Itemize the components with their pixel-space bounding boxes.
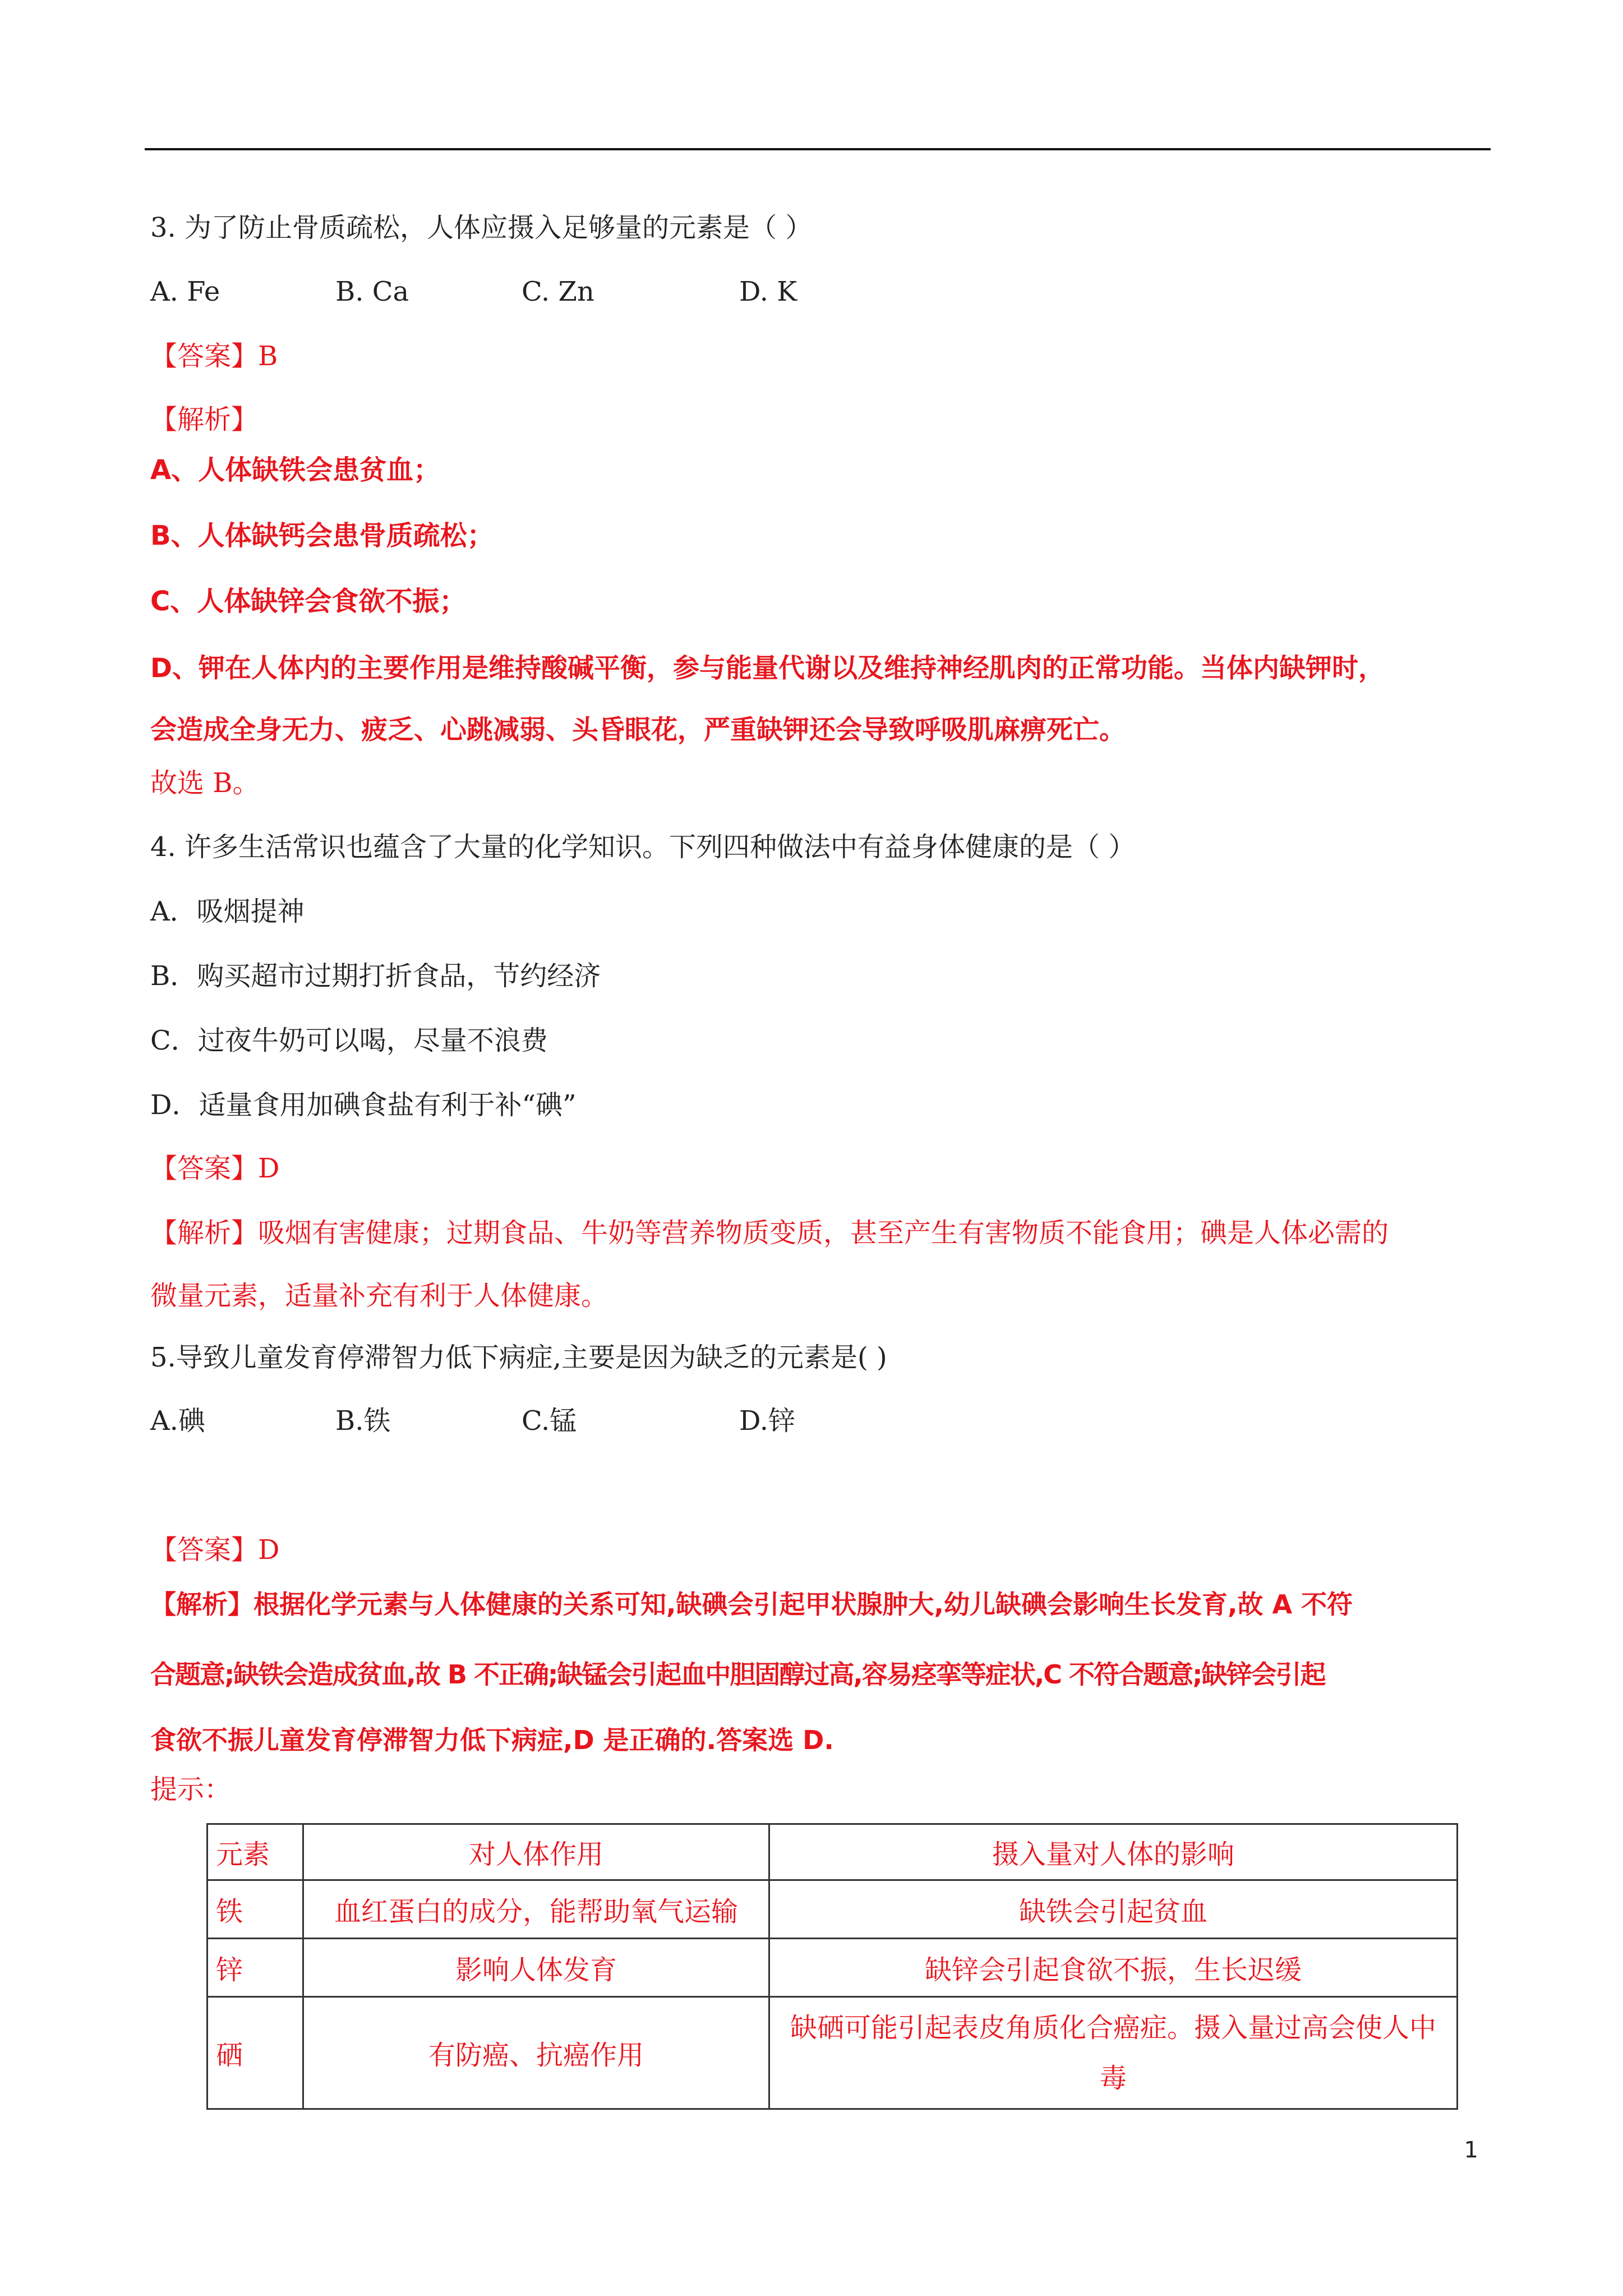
table-row xyxy=(208,1939,1458,1997)
analysis-label: 【解析】 xyxy=(150,1589,253,1619)
table-header-row xyxy=(208,1824,1458,1880)
q3-answer xyxy=(150,339,278,373)
q5-option-c: C.锰 xyxy=(522,1405,577,1437)
answer-label: 【答案】 xyxy=(150,1534,259,1566)
q4-option-c: C．过夜牛奶可以喝，尽量不浪费 xyxy=(150,1025,548,1056)
q4-option-b: B．购买超市过期打折食品，节约经济 xyxy=(150,960,601,992)
table-cell: 锌 xyxy=(208,1939,303,1997)
table-row xyxy=(208,1997,1458,2109)
q3-option-a: A. Fe xyxy=(150,276,220,307)
q5-analysis xyxy=(150,1588,1353,1621)
table-cell: 影响人体发育 xyxy=(303,1939,769,1997)
table-cell: 硒 xyxy=(208,1997,303,2109)
q5-tip-label: 提示： xyxy=(150,1774,232,1805)
q3-option-d: D. K xyxy=(739,276,797,307)
answer-label: 【答案】 xyxy=(150,1153,259,1184)
q5-stem: 5.导致儿童发育停滞智力低下病症,主要是因为缺乏的元素是( ) xyxy=(150,1342,887,1373)
q4-analysis-line: 微量元素，适量补充有利于人体健康。 xyxy=(150,1280,608,1312)
table-cell: 有防癌、抗癌作用 xyxy=(303,1997,769,2109)
answer-value: B xyxy=(258,341,278,372)
q3-option-c: C. Zn xyxy=(522,276,594,307)
table-cell: 血红蛋白的成分，能帮助氧气运输 xyxy=(303,1880,769,1939)
q5-analysis-line: 合题意;缺铁会造成贫血,故 B 不正确;缺锰会引起血中胆固醇过高,容易痉挛等症状,C 不符合题意;缺锌会引起 xyxy=(150,1659,1325,1690)
q3-analysis-line: A、人体缺铁会患贫血； xyxy=(150,454,441,486)
q3-stem: 3. 为了防止骨质疏松，人体应摄入足够量的元素是（ ） xyxy=(150,212,813,243)
q4-option-d: D．适量食用加碘食盐有利于补“碘” xyxy=(150,1089,577,1121)
answer-value: D xyxy=(258,1153,280,1184)
table-header-cell: 对人体作用 xyxy=(303,1824,769,1880)
q3-analysis-line: 会造成全身无力、疲乏、心跳减弱、头昏眼花，严重缺钾还会导致呼吸肌麻痹死亡。 xyxy=(150,715,1126,746)
element-effects-table xyxy=(206,1823,1458,2110)
analysis-text: 吸烟有害健康；过期食品、牛奶等营养物质变质，甚至产生有害物质不能食用；碘是人体必需的 xyxy=(258,1217,1389,1249)
q3-analysis-label: 【解析】 xyxy=(150,404,259,435)
table-cell: 缺锌会引起食欲不振，生长迟缓 xyxy=(769,1939,1458,1997)
table-cell: 铁 xyxy=(208,1880,303,1939)
q5-option-d: D.锌 xyxy=(739,1405,796,1437)
q4-answer xyxy=(150,1152,280,1185)
table-cell: 缺铁会引起贫血 xyxy=(769,1880,1458,1939)
header-rule xyxy=(145,148,1491,150)
q3-analysis-line: D、钾在人体内的主要作用是维持酸碱平衡，参与能量代谢以及维持神经肌肉的正常功能。当体内缺钾时， xyxy=(150,653,1385,684)
q3-analysis-line: C、人体缺锌会食欲不振； xyxy=(150,586,467,617)
answer-value: D xyxy=(258,1534,280,1566)
q3-option-b: B. Ca xyxy=(335,276,409,307)
q5-option-b: B.铁 xyxy=(335,1405,391,1437)
q5-answer xyxy=(150,1533,280,1567)
table-header-cell: 摄入量对人体的影响 xyxy=(769,1824,1458,1880)
q4-option-a: A．吸烟提神 xyxy=(150,896,305,927)
table-header-cell: 元素 xyxy=(208,1824,303,1880)
table-cell: 缺硒可能引起表皮角质化合癌症。摄入量过高会使人中毒 xyxy=(769,1997,1458,2109)
q4-stem: 4. 许多生活常识也蕴含了大量的化学知识。下列四种做法中有益身体健康的是（ ） xyxy=(150,831,1136,863)
page-number: 1 xyxy=(1464,2137,1478,2163)
q3-conclusion: 故选 B。 xyxy=(150,767,260,799)
q5-option-a: A.碘 xyxy=(150,1405,205,1437)
analysis-text: 根据化学元素与人体健康的关系可知,缺碘会引起甲状腺肿大,幼儿缺碘会影响生长发育,故 A 不符 xyxy=(253,1589,1353,1619)
answer-label: 【答案】 xyxy=(150,341,259,372)
q5-analysis-line: 食欲不振儿童发育停滞智力低下病症,D 是正确的.答案选 D. xyxy=(150,1725,834,1755)
q4-analysis xyxy=(150,1216,1389,1250)
analysis-label: 【解析】 xyxy=(150,1217,259,1249)
q3-analysis-line: B、人体缺钙会患骨质疏松； xyxy=(150,520,494,551)
table-row xyxy=(208,1880,1458,1939)
